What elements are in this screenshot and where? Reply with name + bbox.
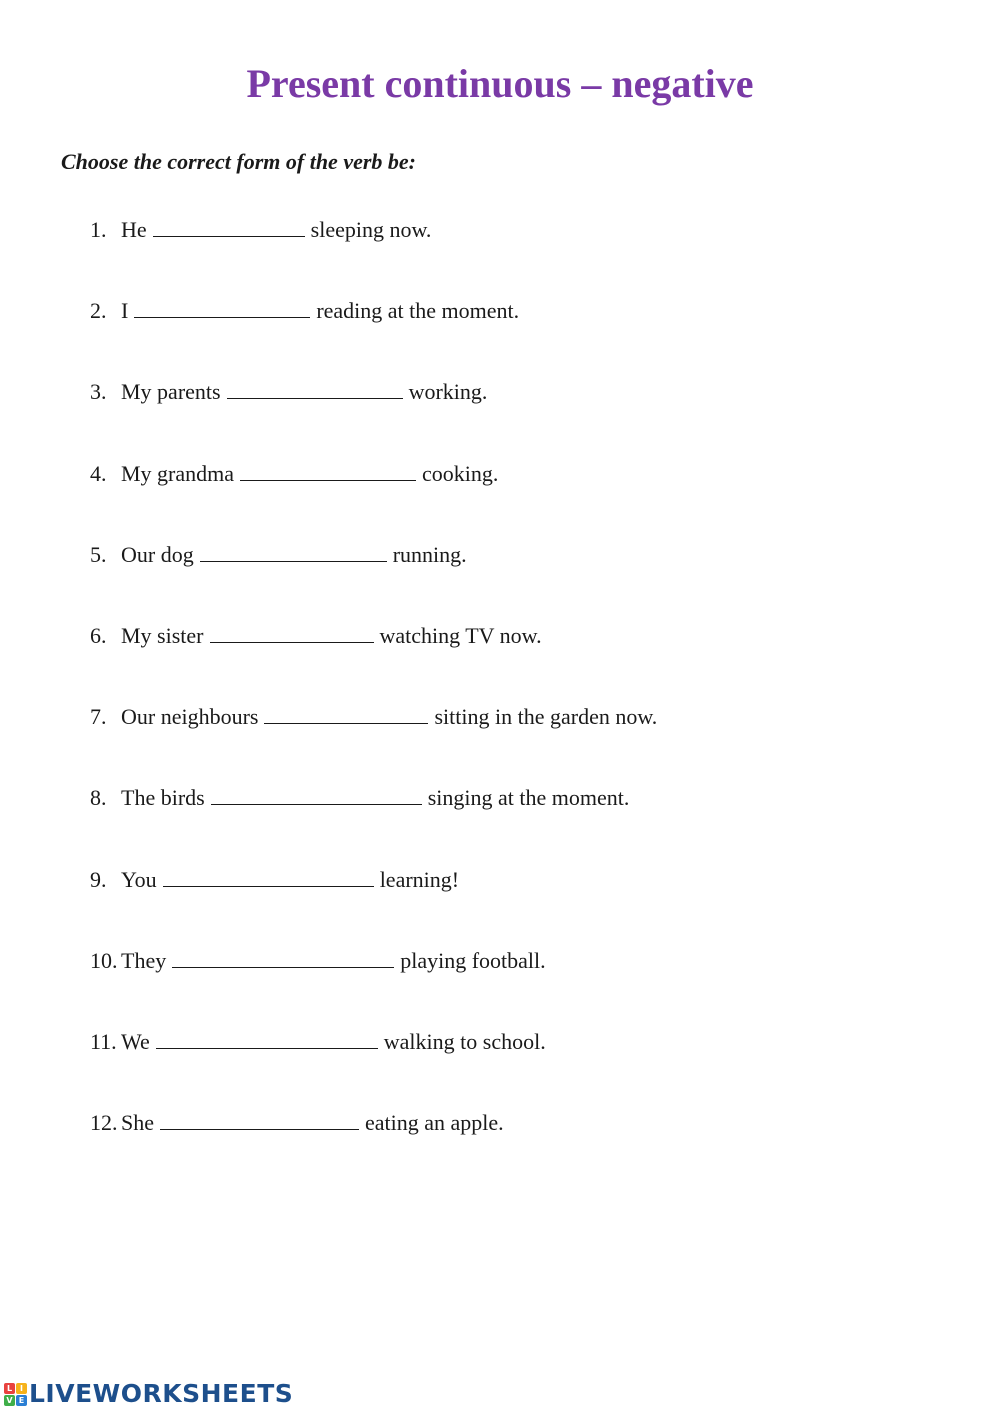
item-subject: Our neighbours: [121, 704, 259, 730]
item-number: 10.: [90, 947, 118, 973]
exercise-item-2: [90, 295, 657, 376]
item-rest: reading at the moment.: [316, 298, 520, 324]
item-subject: My grandma: [121, 460, 235, 486]
exercise-list: [90, 214, 657, 1188]
item-subject: They: [121, 947, 167, 973]
item-rest: playing football.: [400, 947, 546, 973]
item-number: 8.: [90, 785, 107, 811]
exercise-item-5: [90, 539, 657, 620]
answer-blank-10[interactable]: [172, 945, 394, 968]
answer-blank-11[interactable]: [156, 1026, 378, 1049]
item-subject: My sister: [121, 622, 204, 648]
answer-blank-6[interactable]: [210, 620, 374, 643]
exercise-item-4: [90, 458, 657, 539]
item-number: 5.: [90, 541, 107, 567]
item-rest: eating an apple.: [365, 1110, 504, 1136]
answer-blank-4[interactable]: [240, 458, 416, 481]
answer-blank-8[interactable]: [211, 782, 422, 805]
answer-blank-2[interactable]: [134, 295, 310, 318]
answer-blank-9[interactable]: [163, 864, 374, 887]
item-rest: cooking.: [422, 460, 499, 486]
logo-tile-v: V: [4, 1395, 15, 1406]
exercise-item-3: [90, 376, 657, 457]
logo-tile-i: I: [16, 1383, 27, 1394]
instruction-text: Choose the correct form of the verb be:: [61, 149, 416, 174]
item-number: 3.: [90, 379, 107, 405]
item-subject: I: [121, 298, 129, 324]
exercise-item-6: [90, 620, 657, 701]
answer-blank-3[interactable]: [227, 376, 403, 399]
item-rest: sitting in the garden now.: [434, 704, 658, 730]
exercise-item-8: [90, 782, 657, 863]
item-number: 1.: [90, 217, 107, 242]
page-title: Present continuous – negative: [246, 61, 754, 106]
logo-text: LIVEWORKSHEETS: [29, 1379, 294, 1408]
item-subject: My parents: [121, 379, 221, 405]
logo-tile-l: L: [4, 1383, 15, 1394]
logo-mark-icon: [4, 1383, 27, 1406]
exercise-item-11: [90, 1026, 657, 1107]
item-rest: working.: [408, 379, 488, 405]
item-rest: learning!: [379, 866, 460, 892]
item-rest: singing at the moment.: [427, 785, 630, 811]
item-number: 6.: [90, 622, 107, 648]
item-number: 11.: [90, 1028, 117, 1054]
exercise-item-7: [90, 701, 657, 782]
item-subject: He: [121, 217, 147, 242]
exercise-item-12: [90, 1107, 657, 1188]
item-rest: running.: [392, 541, 467, 567]
exercise-item-10: [90, 945, 657, 1026]
item-subject: We: [121, 1028, 150, 1054]
exercise-item-1: [90, 214, 657, 295]
answer-blank-12[interactable]: [160, 1107, 359, 1130]
answer-blank-1[interactable]: [153, 214, 305, 237]
liveworksheets-logo: [4, 1380, 293, 1408]
item-number: 4.: [90, 460, 107, 486]
item-rest: sleeping now.: [310, 217, 432, 242]
item-number: 9.: [90, 866, 107, 892]
answer-blank-7[interactable]: [264, 701, 428, 724]
item-rest: walking to school.: [383, 1028, 546, 1054]
item-subject: She: [121, 1110, 154, 1136]
answer-blank-5[interactable]: [200, 539, 387, 562]
item-subject: Our dog: [121, 541, 194, 567]
item-number: 2.: [90, 298, 107, 324]
logo-tile-e: E: [16, 1395, 27, 1406]
item-number: 12.: [90, 1110, 118, 1136]
item-subject: You: [121, 866, 157, 892]
item-rest: watching TV now.: [379, 622, 542, 648]
exercise-item-9: [90, 864, 657, 945]
item-number: 7.: [90, 704, 107, 730]
item-subject: The birds: [121, 785, 205, 811]
